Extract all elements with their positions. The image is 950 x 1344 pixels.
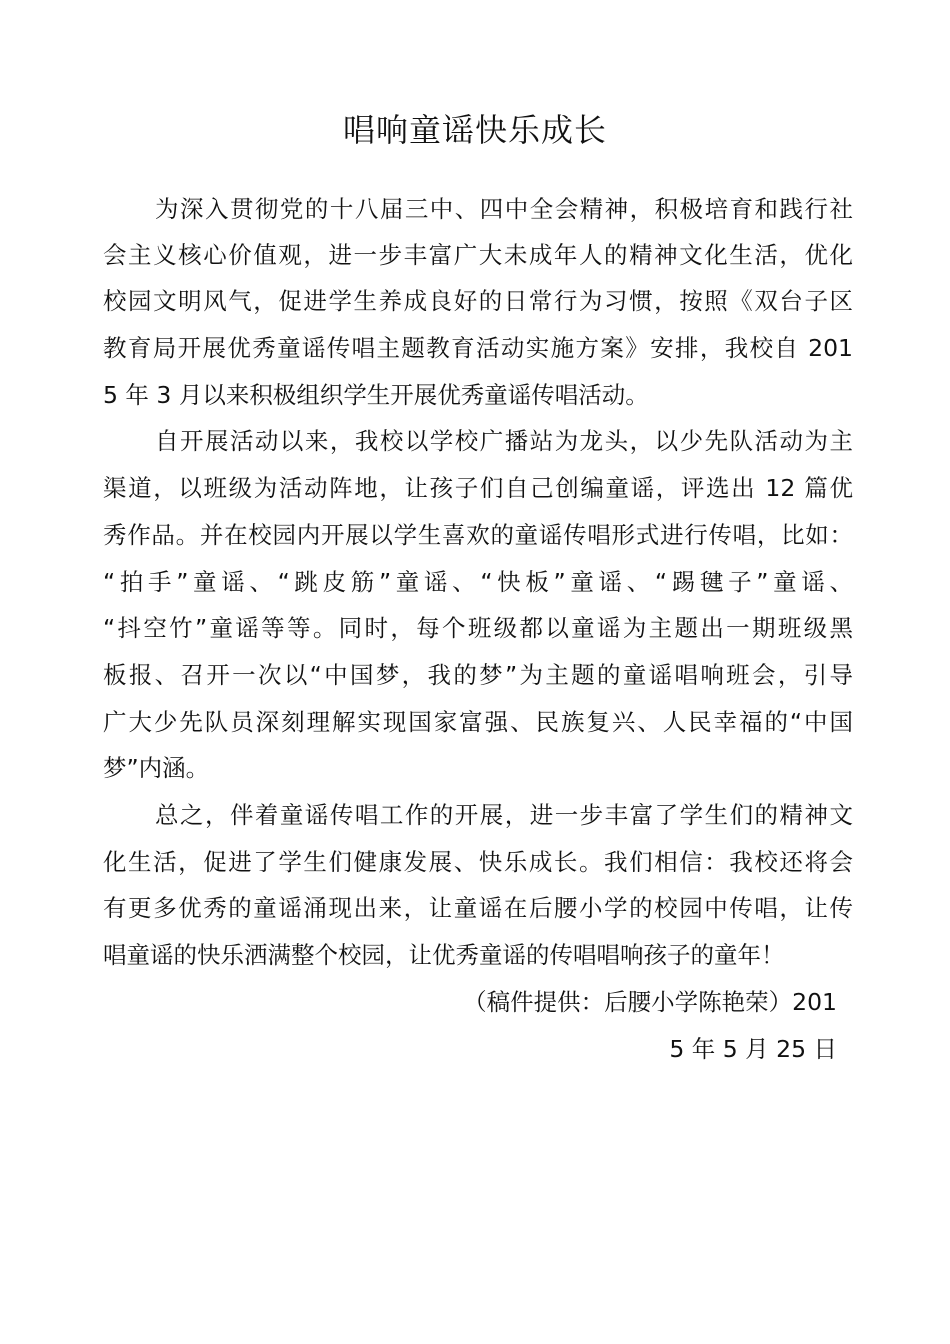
paragraph-2-line-8: 梦”内涵。: [103, 754, 210, 782]
paragraph-1-line-5: 5 年 3 月以来积极组织学生开展优秀童谣传唱活动。: [103, 381, 649, 409]
paragraph-2-line-3: 秀作品。并在校园内开展以学生喜欢的童谣传唱形式进行传唱，比如：: [103, 521, 853, 549]
paragraph-1-line-4: 教育局开展优秀童谣传唱主题教育活动实施方案》安排，我校自 201: [103, 334, 853, 362]
paragraph-2-line-6: 板报、召开一次以“中国梦，我的梦”为主题的童谣唱响班会，引导: [103, 661, 853, 689]
paragraph-1-line-3: 校园文明风气，促进学生养成良好的日常行为习惯，按照《双台子区: [103, 287, 853, 315]
paragraph-2-line-2: 渠道，以班级为活动阵地，让孩子们自己创编童谣，评选出 12 篇优: [103, 474, 853, 502]
paragraph-1-line-2: 会主义核心价值观，进一步丰富广大未成年人的精神文化生活，优化: [103, 241, 853, 269]
signature-date: 5 年 5 月 25 日: [669, 1035, 837, 1063]
signature-source: （稿件提供：后腰小学陈艳荣）201: [463, 988, 837, 1016]
paragraph-3-line-1: 总之，伴着童谣传唱工作的开展，进一步丰富了学生们的精神文: [155, 801, 853, 829]
paragraph-3-line-3: 有更多优秀的童谣涌现出来，让童谣在后腰小学的校园中传唱，让传: [103, 894, 853, 922]
paragraph-1-line-1: 为深入贯彻党的十八届三中、四中全会精神，积极培育和践行社: [155, 195, 853, 223]
paragraph-2-line-7: 广大少先队员深刻理解实现国家富强、民族复兴、人民幸福的“中国: [103, 708, 853, 736]
paragraph-2-line-4: “拍手”童谣、“跳皮筋”童谣、“快板”童谣、“踢毽子”童谣、: [103, 568, 853, 596]
paragraph-3-line-4: 唱童谣的快乐洒满整个校园，让优秀童谣的传唱唱响孩子的童年！: [103, 941, 785, 969]
document-title: 唱响童谣快乐成长: [342, 111, 607, 149]
paragraph-2-line-1: 自开展活动以来，我校以学校广播站为龙头，以少先队活动为主: [155, 427, 853, 455]
paragraph-3-line-2: 化生活，促进了学生们健康发展、快乐成长。我们相信：我校还将会: [103, 848, 853, 876]
paragraph-2-line-5: “抖空竹”童谣等等。同时，每个班级都以童谣为主题出一期班级黑: [103, 614, 853, 642]
